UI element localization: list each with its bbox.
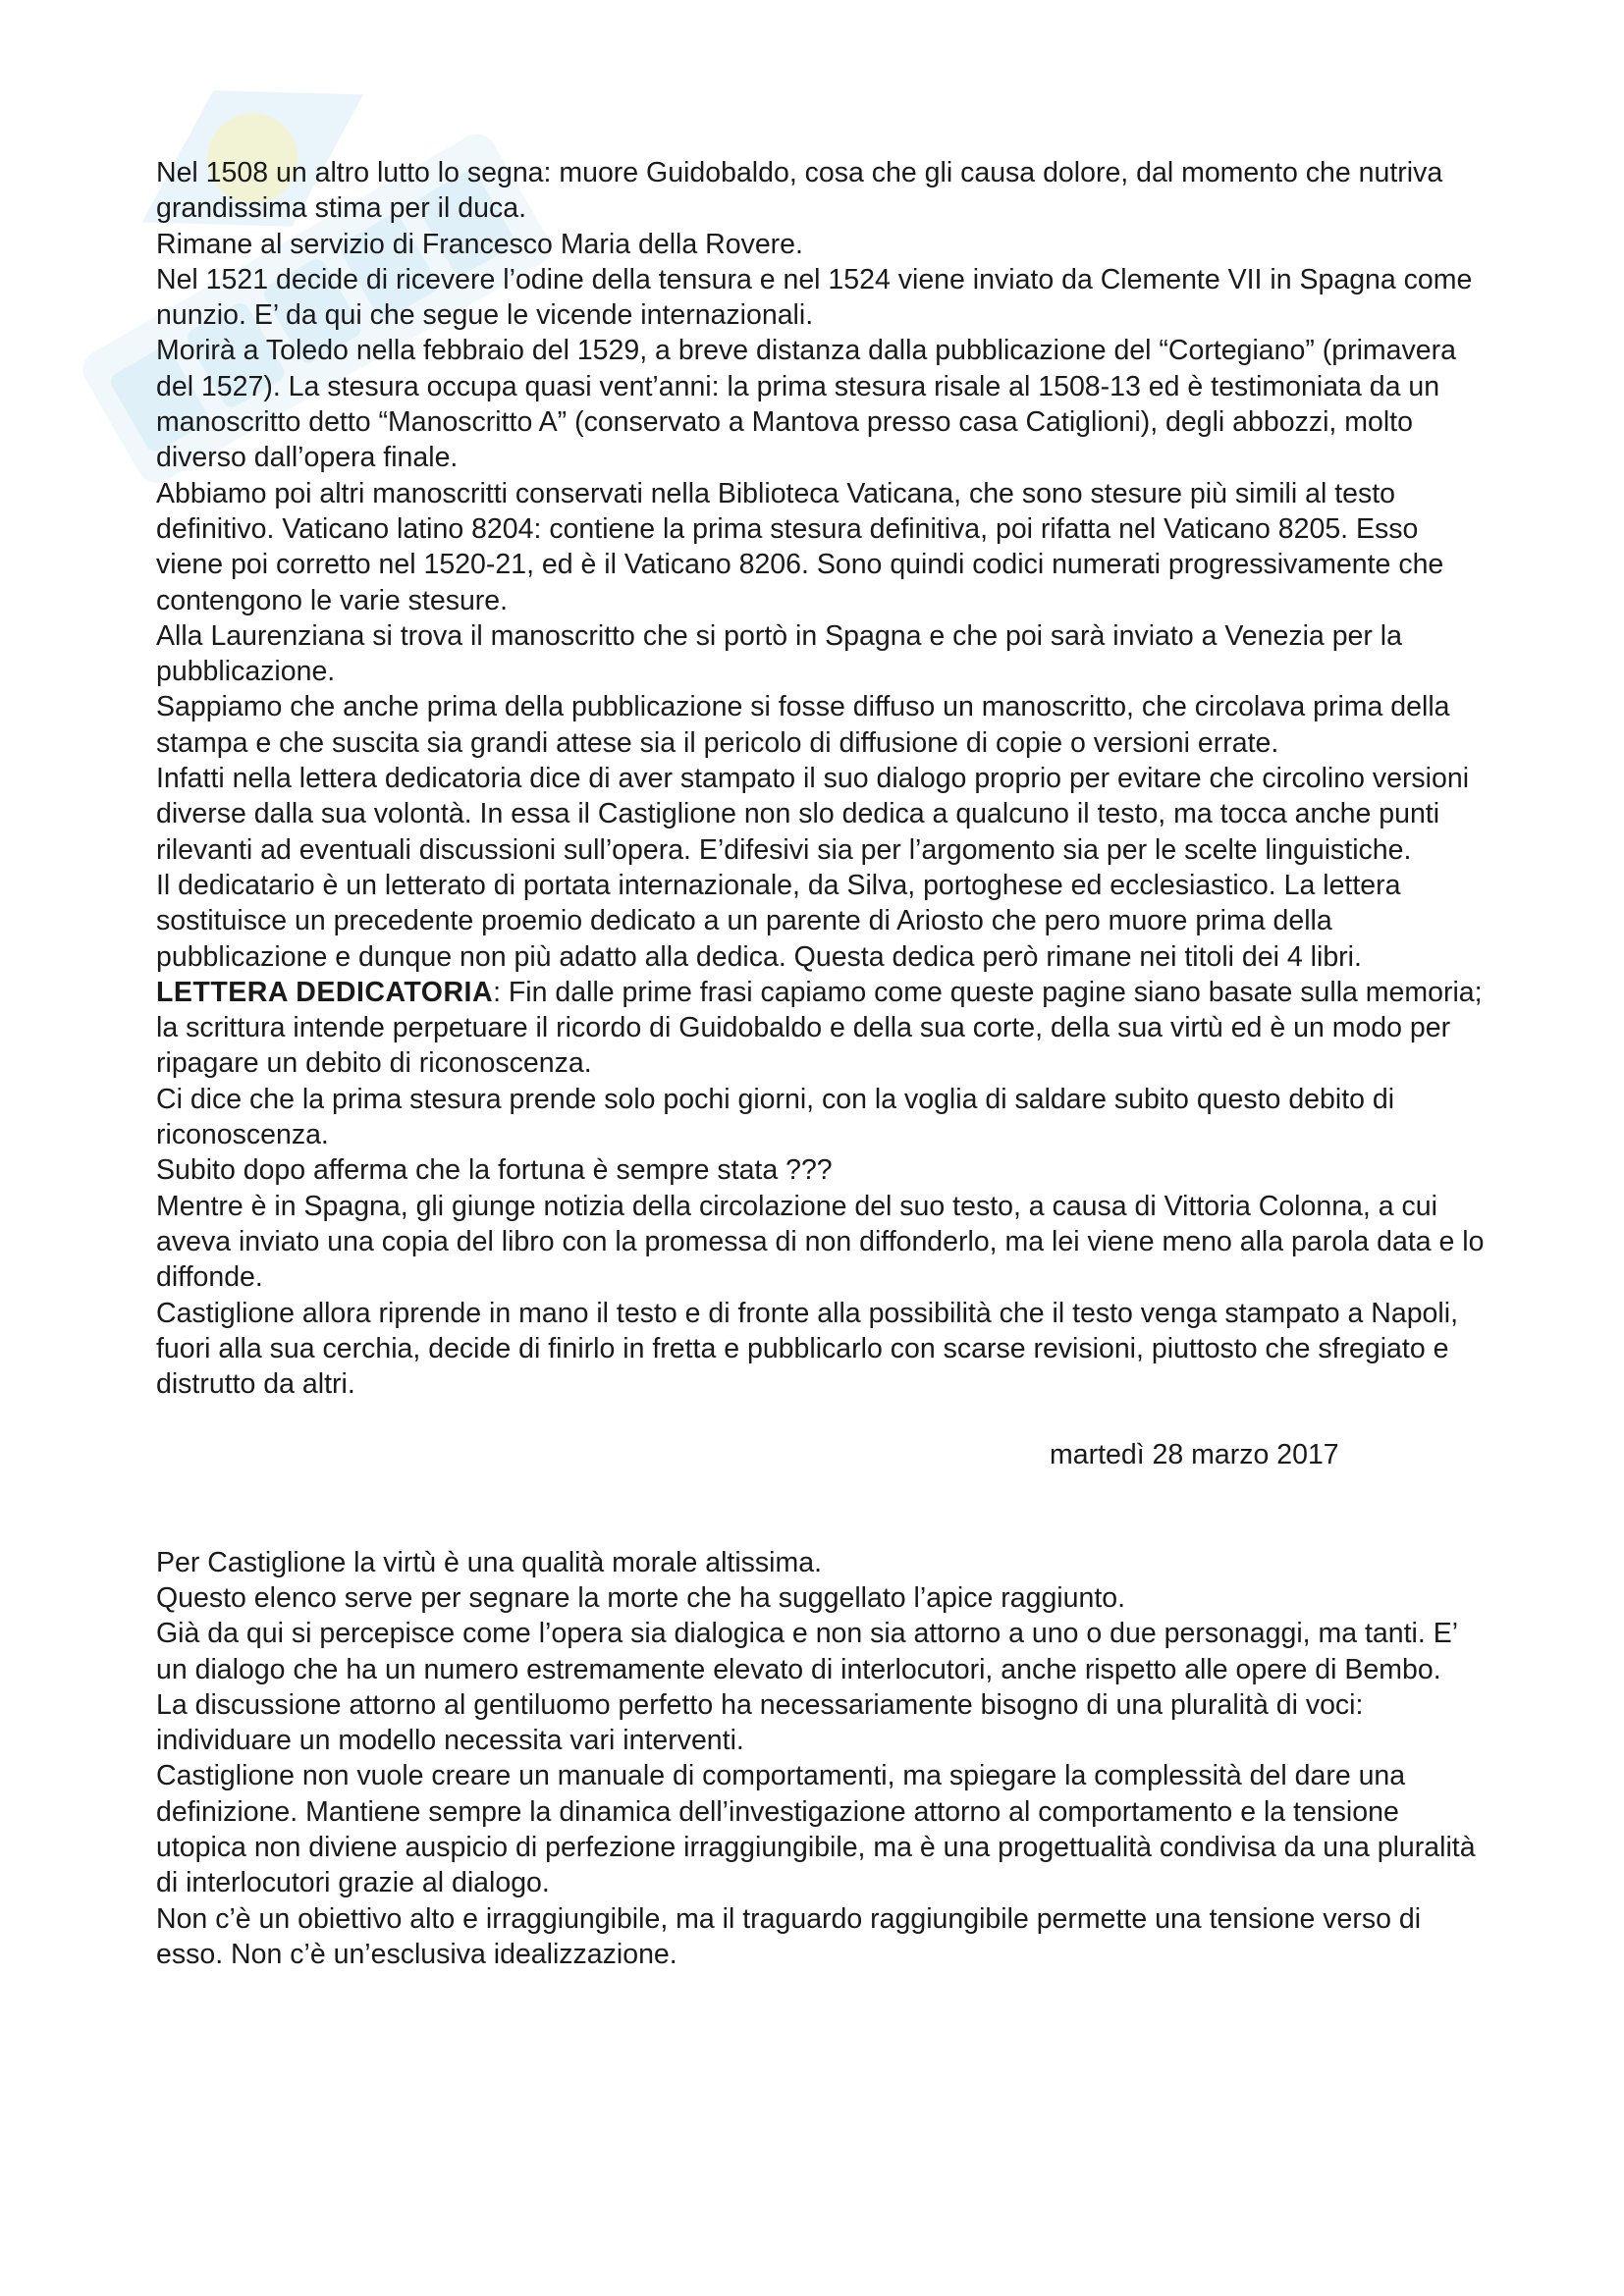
paragraph: Per Castiglione la virtù è una qualità morale altissima.: [156, 1546, 822, 1578]
lettera-dedicatoria-paragraph: [156, 975, 1491, 1082]
section-1: [156, 155, 1491, 1402]
lecture-date: martedì 28 marzo 2017: [1050, 1439, 1339, 1471]
lettera-dedicatoria-label: LETTERA DEDICATORIA: [156, 976, 494, 1008]
paragraph: Castiglione non vuole creare un manuale di comportamenti, ma spiegare la complessità del dare una definizione. Mantiene sempre la dinamica dell’investigazione attorno al comportamento e la tensione utopica non diviene auspicio di perfezione irraggiungibile, ma è una progettualità condivisa da una pluralità di interlocutori grazie al dialogo.: [156, 1760, 1476, 1899]
paragraph: Sappiamo che anche prima della pubblicazione si fosse diffuso un manoscritto, che circolava prima della stampa e che suscita sia grandi attese sia il pericolo di diffusione di copie o versioni errate.: [156, 691, 1450, 759]
paragraph: Il dedicatario è un letterato di portata internazionale, da Silva, portoghese ed ecclesiastico. La lettera sostituisce un precedente proemio dedicato a un parente di Ariosto che pero muore prima della pubblicazione e dunque non più adatto alla dedica. Questa dedica però rimane nei titoli dei 4 libri.: [156, 869, 1401, 973]
paragraph: La discussione attorno al gentiluomo perfetto ha necessariamente bisogno di una pluralità di voci: individuare un modello necessita vari interventi.: [156, 1688, 1364, 1757]
paragraph: Castiglione allora riprende in mano il testo e di fronte alla possibilità che il testo venga stampato a Napoli, fuori alla sua cerchia, decide di finirlo in fretta e pubblicarlo con scarse revisioni, piuttosto che sfregiato e distrutto da altri.: [156, 1297, 1458, 1401]
paragraph: Questo elenco serve per segnare la morte che ha suggellato l’apice raggiunto.: [156, 1581, 1126, 1614]
lettera-dedicatoria-text: : Fin dalle prime frasi capiamo come queste pagine siano basate sulla memoria; la scrittura intende perpetuare il ricordo di Guidobaldo e della sua corte, della sua virtù ed è un modo per ripagare un debito di riconoscenza.: [156, 976, 1483, 1080]
paragraph: Infatti nella lettera dedicatoria dice di aver stampato il suo dialogo proprio per evitare che circolino versioni diverse dalla sua volontà. In essa il Castiglione non slo dedica a qualcuno il testo, ma tocca anche punti rilevanti ad eventuali discussioni sull’opera. E’difesivi sia per l’argomento sia per le scelte linguistiche.: [156, 763, 1470, 866]
paragraph: Ci dice che la prima stesura prende solo pochi giorni, con la voglia di saldare subito questo debito di riconoscenza.: [156, 1083, 1395, 1151]
section-2: [156, 1545, 1491, 1973]
paragraph: Alla Laurenziana si trova il manoscritto che si portò in Spagna e che poi sarà inviato a Venezia per la pubblicazione.: [156, 619, 1402, 688]
paragraph: Rimane al servizio di Francesco Maria della Rovere.: [156, 228, 803, 260]
paragraph: Già da qui si percepisce come l’opera sia dialogica e non sia attorno a uno o due personaggi, ma tanti. E’ un dialogo che ha un numero estremamente elevato di interlocutori, anche rispetto alle opere di Bembo.: [156, 1618, 1457, 1685]
paragraph: Morirà a Toledo nella febbraio del 1529, a breve distanza dalla pubblicazione del “Cortegiano” (primavera del 1527). La stesura occupa quasi vent’anni: la prima stesura risale al 1508-13 ed è testimoniata da un manoscritto detto “Manoscritto A” (conservato a Mantova presso casa Catiglioni), degli abbozzi, molto diverso dall’opera finale.: [156, 335, 1456, 474]
paragraph: Non c’è un obiettivo alto e irraggiungibile, ma il traguardo raggiungibile permette una tensione verso di esso. Non c’è un’esclusiva idealizzazione.: [156, 1902, 1422, 1970]
paragraph: Abbiamo poi altri manoscritti conservati nella Biblioteca Vaticana, che sono stesure più simili al testo definitivo. Vaticano latino 8204: contiene la prima stesura definitiva, poi rifatta nel Vaticano 8205. Esso viene poi corretto nel 1520-21, ed è il Vaticano 8206. Sono quindi codici numerati progressivamente che contengono le varie stesure.: [156, 477, 1444, 616]
paragraph: Nel 1521 decide di ricevere l’odine della tensura e nel 1524 viene inviato da Clemente VII in Spagna come nunzio. E’ da qui che segue le vicende internazionali.: [156, 263, 1473, 332]
paragraph: Subito dopo afferma che la fortuna è sempre stata ???: [156, 1154, 833, 1187]
paragraph: Nel 1508 un altro lutto lo segna: muore Guidobaldo, cosa che gli causa dolore, dal momento che nutriva grandissima stima per il duca.: [156, 157, 1443, 225]
document-body: [156, 155, 1491, 1972]
paragraph: Mentre è in Spagna, gli giunge notizia della circolazione del suo testo, a causa di Vittoria Colonna, a cui aveva inviato una copia del libro con la promessa di non diffonderlo, ma lei viene meno alla parola data e lo diffonde.: [156, 1190, 1485, 1294]
